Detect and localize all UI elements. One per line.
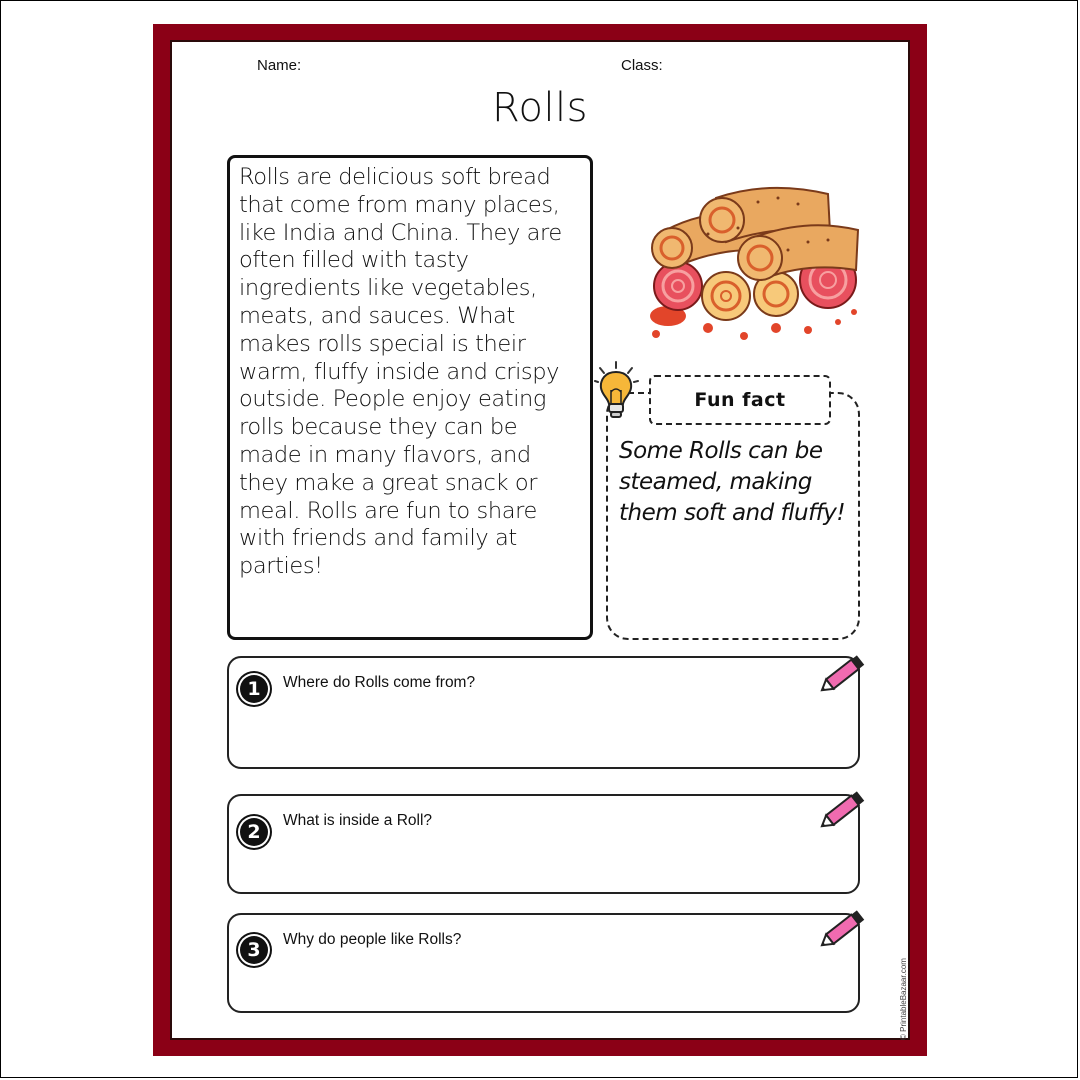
- question-text-2: What is inside a Roll?: [283, 812, 433, 829]
- question-text-1: Where do Rolls come from?: [283, 674, 476, 691]
- pencil-icon: [818, 650, 870, 696]
- fun-fact-text: Some Rolls can be steamed, making them soft and fluffy!: [619, 438, 846, 526]
- rolls-illustration: [648, 178, 866, 348]
- question-number-2: 2: [240, 818, 268, 846]
- credit-text: © PrintableBazaar.com: [899, 958, 908, 1040]
- reading-passage: Rolls are delicious soft bread that come from many places, like India and China. They are often filled with tasty ingredients like vegetables, meats, and sauces. What makes rolls special is their warm, fluffy inside and crispy outside. People enjoy eating rolls because they can be made in many flavors, and they make a great snack or meal. Rolls are fun to share with friends and family at parties!: [239, 164, 562, 580]
- pencil-icon: [818, 786, 870, 832]
- question-answer-box-2[interactable]: [227, 794, 860, 894]
- question-number-1: 1: [240, 675, 268, 703]
- question-answer-box-1[interactable]: [227, 656, 860, 769]
- question-number-3: 3: [240, 936, 268, 964]
- name-label: Name:: [257, 57, 302, 74]
- question-text-3: Why do people like Rolls?: [283, 931, 462, 948]
- question-answer-box-3[interactable]: [227, 913, 860, 1013]
- pencil-icon: [818, 905, 870, 951]
- class-label: Class:: [621, 57, 663, 74]
- lightbulb-icon: [594, 360, 640, 422]
- page-title: Rolls: [491, 85, 589, 131]
- reading-passage-box: [227, 155, 593, 640]
- fun-fact-heading: Fun fact: [649, 375, 831, 425]
